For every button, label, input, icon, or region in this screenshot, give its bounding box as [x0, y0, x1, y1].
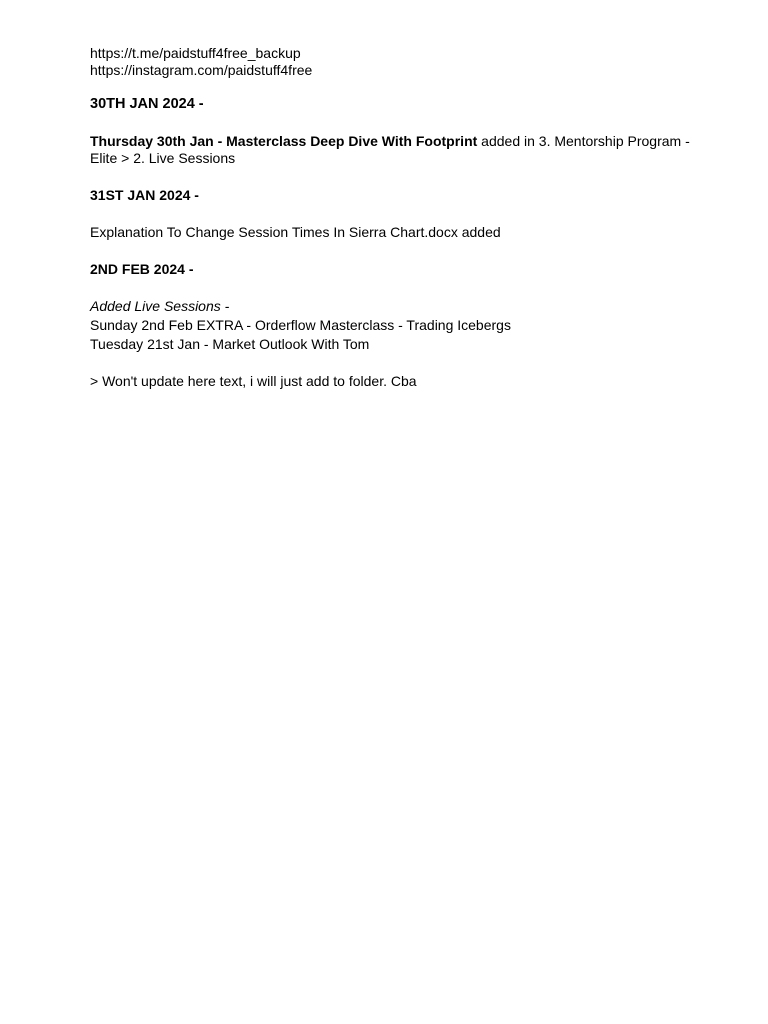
entry-jan-31: Explanation To Change Session Times In Sierra Chart.docx added — [90, 224, 501, 240]
telegram-link[interactable]: https://t.me/paidstuff4free_backup — [90, 45, 301, 61]
heading-feb-2: 2ND FEB 2024 - — [90, 261, 194, 277]
heading-jan-31: 31ST JAN 2024 - — [90, 187, 199, 203]
folder-note: > Won't update here text, i will just add to folder. Cba — [90, 373, 417, 389]
list-item: Tuesday 21st Jan - Market Outlook With Tom — [90, 336, 370, 352]
list-item: Sunday 2nd Feb EXTRA - Orderflow Masterclass - Trading Icebergs — [90, 317, 511, 333]
instagram-link[interactable]: https://instagram.com/paidstuff4free — [90, 62, 313, 78]
entry-jan-30-detail: added in 3. Mentorship Program - Elite > 2. Live Sessions — [90, 133, 690, 166]
entry-jan-30-title: Thursday 30th Jan - Masterclass Deep Dive With Footprint — [90, 133, 478, 149]
heading-jan-30: 30TH JAN 2024 - — [90, 96, 204, 112]
entry-jan-30 — [90, 133, 690, 167]
added-live-sessions-label: Added Live Sessions - — [90, 298, 230, 314]
document-page — [90, 45, 690, 390]
